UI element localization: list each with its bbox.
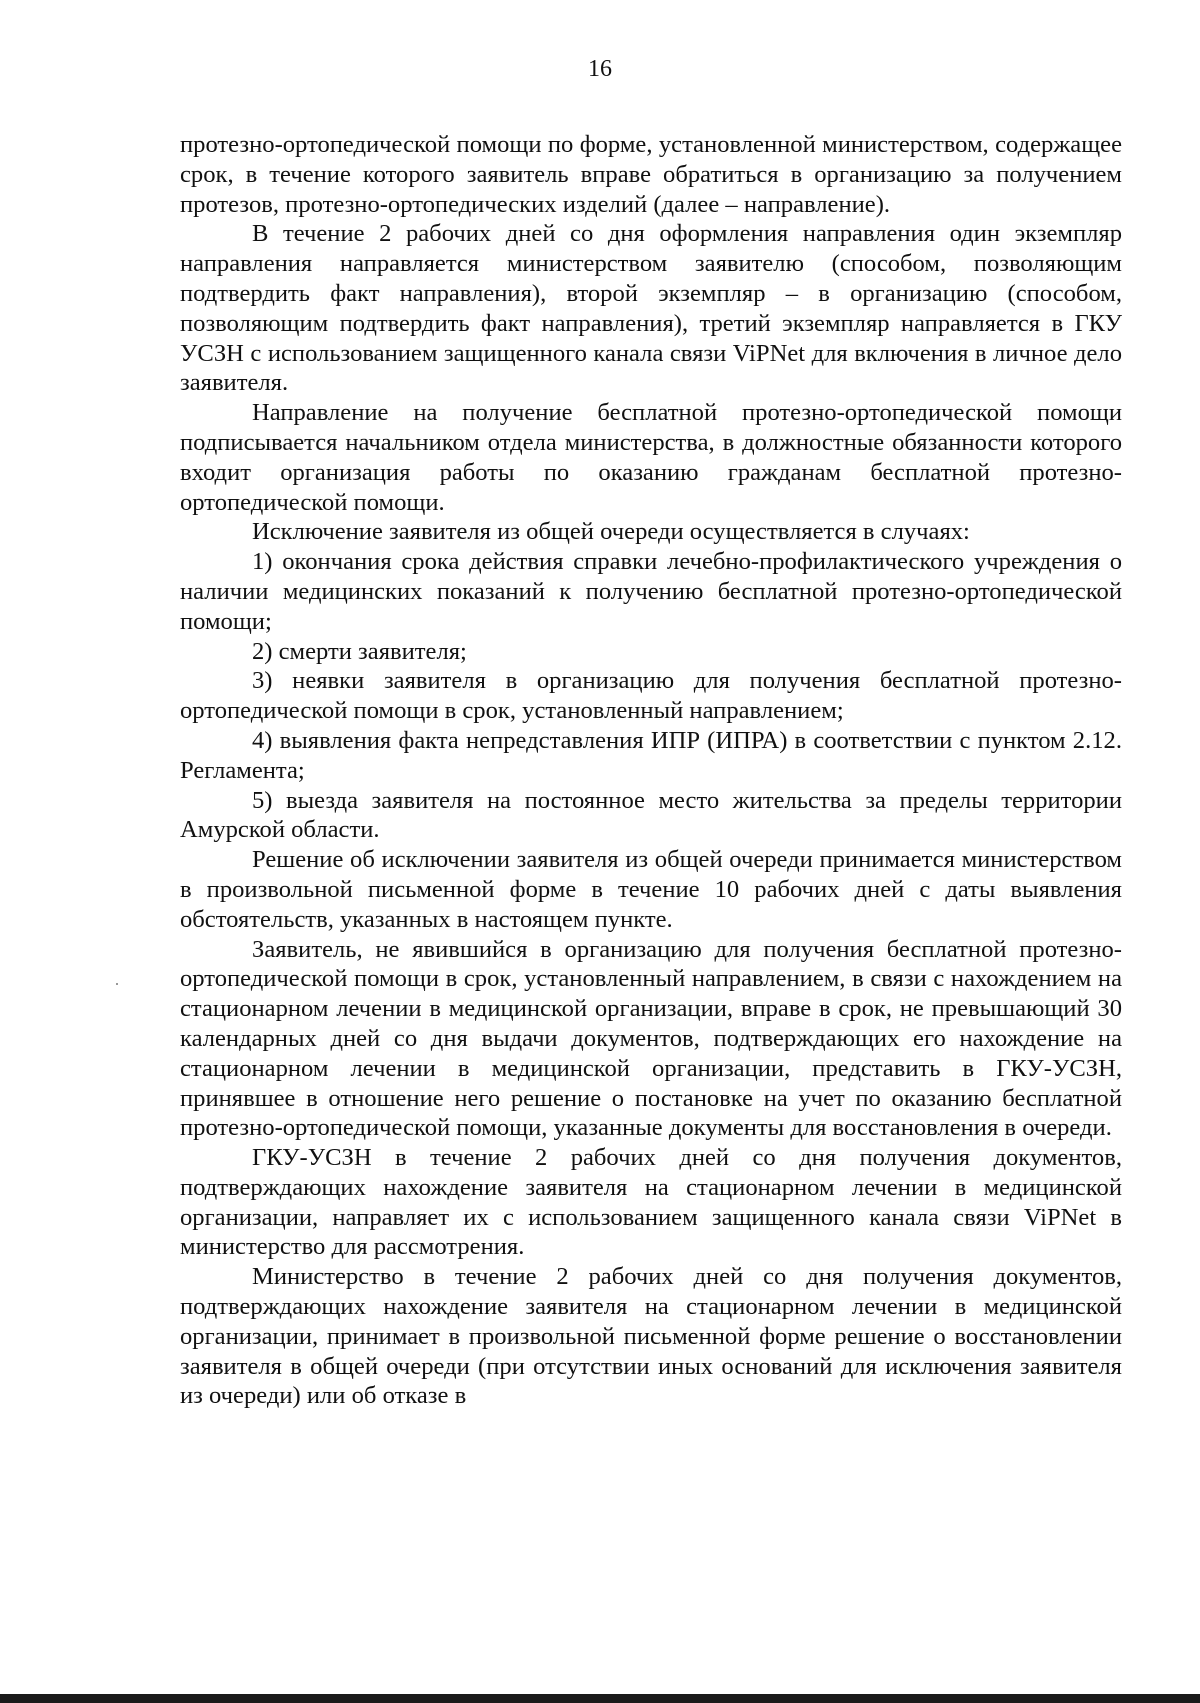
paragraph-direction-signing: Направление на получение бесплатной протезно-ортопедической помощи подписывается начальником отдела министерства, в должностные обязанности которого входит организация работы по оказанию гражданам бесплатной протезно-ортопедической помощи.: [180, 399, 1122, 516]
list-item-2: 2) смерти заявителя;: [252, 637, 467, 665]
list-item-4: 4) выявления факта непредставления ИПР (ИПРА) в соответствии с пунктом 2.12. Регламента;: [180, 726, 1122, 784]
list-item-1: 1) окончания срока действия справки лечебно-профилактического учреждения о наличии медицинских показаний к получению бесплатной протезно-ортопедической помощи;: [180, 548, 1122, 635]
list-item-3: 3) неявки заявителя в организацию для получения бесплатной протезно-ортопедической помощи в срок, установленный направлением;: [180, 667, 1122, 725]
paragraph-hospital-applicant: Заявитель, не явившийся в организацию для получения бесплатной протезно-ортопедической помощи в срок, установленный направлением, в связи с нахождением на стационарном лечении в медицинской организации, вправе в срок, не превышающий 30 календарных дней со дня выдачи документов, подтверждающих его нахождение на стационарном лечении в медицинской организации, представить в ГКУ-УСЗН, принявшее в отношение него решение о постановке на учет по оказанию бесплатной протезно-ортопедической помощи, указанные документы для восстановления в очереди.: [180, 935, 1122, 1142]
page-number: 16: [588, 56, 612, 82]
scan-bottom-edge: [0, 1694, 1200, 1703]
paragraph-continuation: протезно-ортопедической помощи по форме, установленной министерством, содержащее срок, в течение которого заявитель вправе обратиться в организацию за получением протезов, протезно-ортопедических изделий (далее – направление).: [180, 131, 1122, 218]
paragraph-exclusion-decision: Решение об исключении заявителя из общей очереди принимается министерством в произвольной письменной форме в течение 10 рабочих дней с даты выявления обстоятельств, указанных в настоящем пункте.: [180, 846, 1122, 933]
scan-speck: [116, 983, 118, 985]
list-item-5: 5) выезда заявителя на постоянное место жительства за пределы территории Амурской области.: [180, 786, 1122, 844]
paragraph-ministry-decision: Министерство в течение 2 рабочих дней со дня получения документов, подтверждающих нахождение заявителя на стационарном лечении в медицинской организации, принимает в произвольной письменной форме решение о восстановлении заявителя в общей очереди (при отсутствии иных оснований для исключения заявителя из очереди) или об отказе в: [180, 1263, 1122, 1410]
paragraph-gku-uszn-forwarding: ГКУ-УСЗН в течение 2 рабочих дней со дня получения документов, подтверждающих нахождение заявителя на стационарном лечении в медицинской организации, направляет их с использованием защищенного канала связи ViPNet в министерство для рассмотрения.: [180, 1144, 1122, 1261]
paragraph-direction-copies: В течение 2 рабочих дней со дня оформления направления один экземпляр направления направляется министерством заявителю (способом, позволяющим подтвердить факт направления), второй экземпляр – в организацию (способом, позволяющим подтвердить факт направления), третий экземпляр направляется в ГКУ УСЗН с использованием защищенного канала связи ViPNet для включения в личное дело заявителя.: [180, 220, 1122, 397]
paragraph-exclusion-intro: Исключение заявителя из общей очереди осуществляется в случаях:: [252, 518, 970, 546]
document-body: [180, 130, 1122, 1411]
